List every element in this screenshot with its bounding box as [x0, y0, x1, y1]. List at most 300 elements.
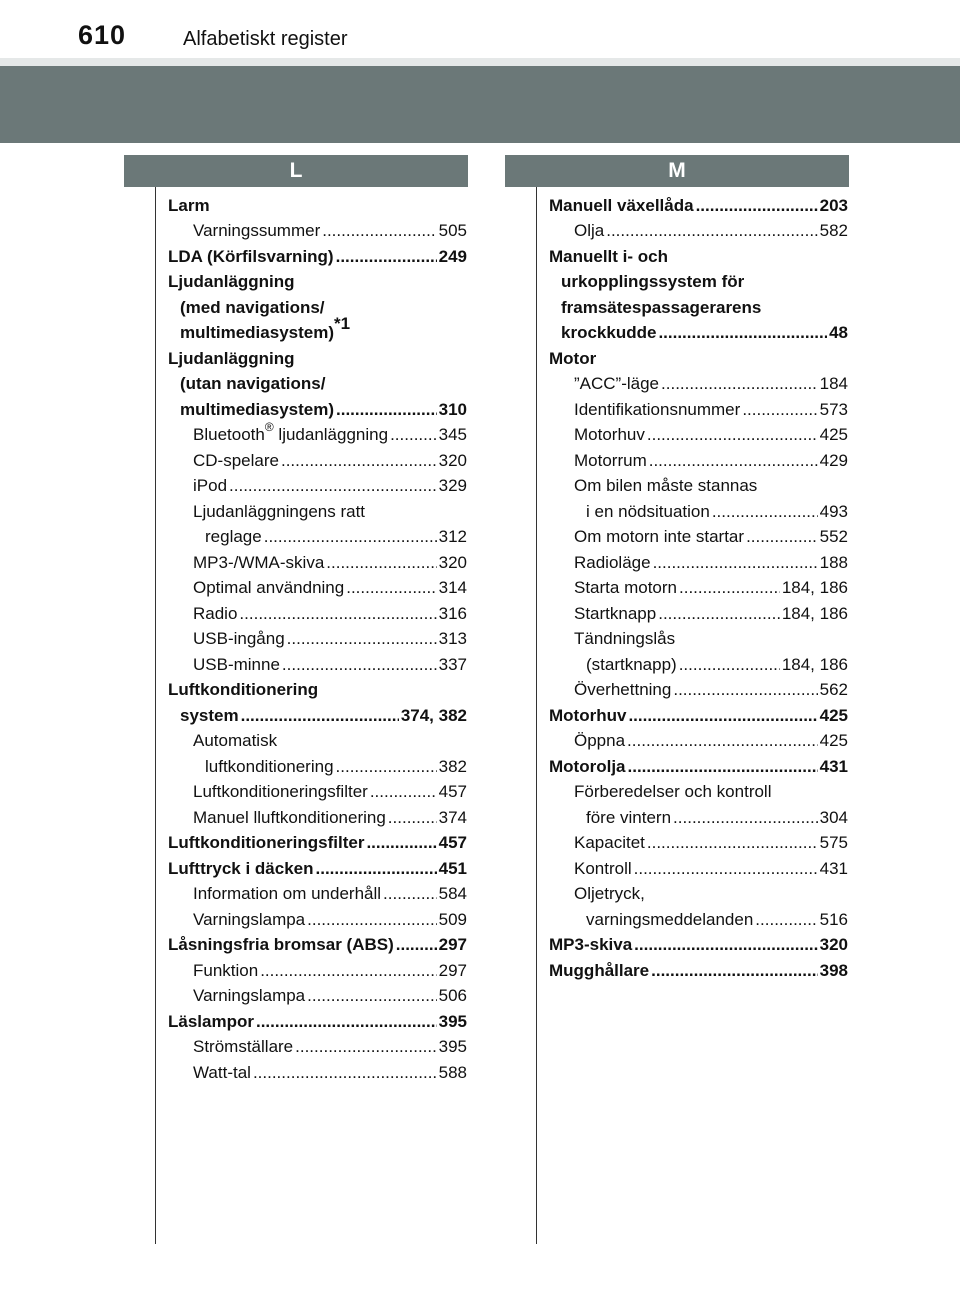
dot-leader — [281, 451, 437, 471]
index-entry — [168, 343, 467, 369]
index-page-ref[interactable]: 329 — [438, 476, 467, 495]
index-term-text: reglage — [205, 527, 262, 546]
index-entry — [168, 649, 467, 675]
index-term — [205, 757, 334, 777]
index-term — [168, 247, 334, 267]
index-term-text: (med navigations/ — [180, 297, 325, 317]
index-term-text: Om bilen måste stannas — [574, 476, 758, 495]
index-term — [193, 502, 365, 522]
index-page-ref[interactable]: 457 — [438, 782, 467, 801]
index-entry — [168, 930, 467, 956]
index-page-ref[interactable]: 382 — [438, 756, 467, 776]
index-page-ref[interactable]: 337 — [438, 654, 467, 674]
index-term-text: (utan navigations/ — [180, 374, 326, 393]
letter-heading-m: M — [505, 155, 849, 187]
index-term-text: Manuel lluftkonditionering — [193, 807, 386, 827]
index-term-text: Information om underhåll — [193, 884, 382, 903]
index-entry — [168, 522, 467, 548]
index-page-ref[interactable]: 345 — [438, 425, 467, 444]
index-page-ref[interactable]: 203 — [819, 195, 848, 215]
index-term-text: Om motorn inte startar — [574, 527, 745, 546]
dot-leader — [628, 757, 818, 777]
index-term-text: urkopplingssystem för — [561, 272, 745, 291]
index-term-text: Motorhuv — [549, 705, 627, 725]
index-entry — [549, 216, 848, 242]
index-term-text: varningsmeddelanden — [586, 909, 754, 929]
index-term-text: Mugghållare — [549, 960, 650, 980]
index-term-text: Kapacitet — [574, 833, 645, 852]
index-term — [549, 196, 694, 216]
header-banner — [0, 66, 960, 143]
index-term — [168, 272, 295, 292]
index-page-ref[interactable]: 304 — [819, 807, 848, 827]
dot-leader — [295, 1037, 436, 1057]
header-rule — [0, 58, 960, 66]
index-term-text: USB-ingång — [193, 629, 285, 648]
index-term-text: Starta motorn — [574, 578, 677, 597]
index-term-text: Bluetooth — [193, 425, 265, 444]
index-page-ref[interactable]: 584 — [438, 884, 467, 903]
index-entry — [549, 369, 848, 395]
index-term-text: USB-minne — [193, 654, 280, 674]
index-entry — [549, 828, 848, 854]
index-term — [193, 221, 320, 241]
index-page-ref[interactable]: 552 — [819, 527, 848, 546]
index-entry — [168, 394, 467, 420]
index-entry — [168, 1006, 467, 1032]
index-term-text: LDA (Körfilsvarning) — [168, 246, 334, 266]
index-entry — [549, 700, 848, 726]
dot-leader — [307, 986, 436, 1006]
index-entry — [168, 547, 467, 573]
index-entry — [549, 675, 848, 701]
index-entry — [549, 930, 848, 956]
index-term — [574, 629, 675, 649]
index-entry — [549, 190, 848, 216]
index-page-ref[interactable]: 184, 186 — [781, 603, 848, 623]
index-term-text: system — [180, 705, 239, 725]
index-term — [168, 1012, 254, 1032]
dot-leader — [316, 859, 437, 879]
index-entry — [168, 292, 467, 318]
index-entry — [168, 1057, 467, 1083]
index-entry — [168, 879, 467, 905]
index-term-text: Luftkonditionering — [168, 680, 319, 699]
dot-leader — [253, 1063, 437, 1083]
index-page-ref[interactable]: 320 — [819, 935, 848, 954]
index-term-text: Strömställare — [193, 1037, 294, 1056]
index-term-text: Optimal användning — [193, 578, 345, 597]
index-entry — [168, 624, 467, 650]
index-entry — [549, 318, 848, 344]
index-term — [574, 680, 671, 700]
index-term-text: Startknapp — [574, 603, 657, 623]
index-term — [561, 298, 761, 318]
index-page-ref[interactable]: 506 — [438, 986, 467, 1005]
index-entry — [549, 394, 848, 420]
index-page-ref[interactable]: 312 — [438, 527, 467, 546]
index-page-ref[interactable]: 493 — [819, 501, 848, 521]
index-term — [193, 420, 389, 445]
dot-leader — [679, 655, 780, 675]
index-term — [586, 808, 671, 828]
index-term — [193, 910, 305, 930]
index-page-ref[interactable]: 588 — [438, 1062, 467, 1082]
index-entry — [168, 904, 467, 930]
dot-leader — [336, 247, 437, 267]
index-term-text: krockkudde — [561, 323, 657, 342]
index-page-ref[interactable]: 573 — [819, 399, 848, 419]
index-page-ref[interactable]: 582 — [819, 221, 848, 240]
index-term — [574, 731, 625, 751]
dot-leader — [658, 604, 780, 624]
index-term-text: Motorolja — [549, 756, 626, 776]
index-entry — [549, 879, 848, 905]
dot-leader — [696, 196, 818, 216]
index-term — [193, 553, 324, 573]
index-term-text: MP3-skiva — [549, 935, 633, 954]
index-term-text: Ljudanläggning — [168, 348, 295, 368]
index-page-ref[interactable]: 395 — [438, 1011, 467, 1031]
page-header — [0, 0, 960, 58]
index-entry — [168, 981, 467, 1007]
index-entry — [549, 471, 848, 497]
index-term — [574, 604, 656, 624]
index-page-ref[interactable]: 429 — [819, 450, 848, 470]
index-term — [193, 986, 305, 1006]
index-term — [180, 400, 334, 420]
index-entry — [168, 241, 467, 267]
dot-leader — [606, 221, 817, 241]
dot-leader — [239, 604, 436, 624]
index-term-text: Ljudanläggning — [168, 272, 295, 291]
index-term — [205, 527, 262, 547]
index-term-text: (startknapp) — [586, 654, 677, 674]
index-term — [574, 400, 740, 420]
dot-leader — [322, 221, 436, 241]
index-term — [193, 1063, 251, 1083]
index-page-ref[interactable]: 320 — [438, 552, 467, 572]
index-term — [586, 910, 753, 930]
index-page-ref[interactable]: 249 — [438, 246, 467, 266]
index-term-text: Läslampor — [168, 1011, 254, 1031]
index-term — [180, 298, 325, 318]
dot-leader — [679, 578, 780, 598]
dot-leader — [241, 706, 399, 726]
index-term-text: Motor — [549, 348, 597, 368]
index-entry — [168, 700, 467, 726]
index-entry — [549, 573, 848, 599]
dot-leader — [390, 425, 437, 445]
dot-leader — [673, 680, 817, 700]
column-divider-right — [536, 187, 537, 1244]
dot-leader — [647, 833, 818, 853]
index-term — [549, 961, 649, 981]
index-term-text-suffix: ljudanläggning — [273, 425, 389, 444]
index-entry — [168, 471, 467, 497]
index-term — [168, 680, 318, 700]
index-term — [574, 476, 757, 496]
index-term — [549, 757, 626, 777]
index-entry — [549, 267, 848, 293]
index-entry — [549, 241, 848, 267]
index-term — [574, 833, 645, 853]
index-term — [574, 553, 651, 573]
dot-leader — [287, 629, 437, 649]
dot-leader — [673, 808, 818, 828]
dot-leader — [396, 935, 437, 955]
dot-leader — [658, 323, 827, 343]
index-entry — [549, 598, 848, 624]
index-list-l — [168, 190, 467, 1083]
dot-leader — [336, 400, 437, 420]
dot-leader — [256, 1012, 437, 1032]
dot-leader — [346, 578, 436, 598]
index-term-text: Olja — [574, 221, 605, 240]
index-page-ref[interactable]: 374, 382 — [400, 705, 467, 725]
index-term — [549, 247, 668, 267]
column-divider-left — [155, 187, 156, 1244]
dot-leader — [264, 527, 437, 547]
dot-leader — [370, 782, 437, 802]
dot-leader — [388, 808, 437, 828]
index-entry — [549, 904, 848, 930]
index-term — [193, 961, 258, 981]
index-entry — [168, 777, 467, 803]
dot-leader — [260, 961, 436, 981]
dot-leader — [649, 451, 818, 471]
index-term — [574, 578, 677, 598]
index-entry — [549, 547, 848, 573]
index-term — [574, 859, 632, 879]
index-term — [193, 884, 381, 904]
index-page-ref[interactable]: 316 — [438, 603, 467, 623]
index-entry — [549, 292, 848, 318]
index-term-text: Watt-tal — [193, 1062, 251, 1082]
index-term-text: Öppna — [574, 731, 626, 750]
index-term — [574, 884, 645, 904]
index-entry — [549, 726, 848, 752]
index-page-ref[interactable]: 562 — [819, 680, 848, 699]
index-page-ref[interactable]: 184, 186 — [781, 654, 848, 674]
index-page-ref[interactable]: 48 — [829, 323, 848, 342]
index-term-text: Automatisk — [193, 731, 278, 750]
index-term — [193, 629, 285, 649]
index-entry — [168, 573, 467, 599]
index-page-ref[interactable]: 314 — [438, 578, 467, 597]
dot-leader — [755, 910, 817, 930]
index-term — [193, 604, 237, 624]
index-term-text: multimediasystem) — [180, 323, 334, 342]
index-term — [193, 476, 227, 496]
index-term-text: MP3-/WMA-skiva — [193, 552, 325, 572]
dot-leader — [712, 502, 818, 522]
index-page-ref[interactable]: 457 — [438, 833, 467, 852]
index-term — [549, 706, 626, 726]
index-entry — [549, 445, 848, 471]
index-term — [193, 782, 368, 802]
index-page-ref[interactable]: 313 — [438, 629, 467, 648]
index-term — [193, 808, 386, 828]
index-entry — [168, 802, 467, 828]
index-term — [561, 272, 744, 292]
index-term-text: före vintern — [586, 807, 672, 827]
index-term-text: ”ACC”-läge — [574, 374, 660, 393]
index-entry — [549, 751, 848, 777]
index-term — [574, 782, 771, 802]
dot-leader — [307, 910, 436, 930]
index-entry — [168, 496, 467, 522]
index-term-text: luftkonditionering — [205, 756, 334, 776]
index-page-ref[interactable]: 425 — [819, 731, 848, 750]
index-term — [586, 502, 710, 522]
index-term — [180, 374, 325, 394]
index-page-ref[interactable]: 297 — [438, 935, 467, 954]
index-term — [574, 425, 645, 445]
index-entry — [168, 726, 467, 752]
dot-leader — [653, 553, 818, 573]
index-entry — [168, 853, 467, 879]
index-term — [574, 527, 744, 547]
dot-leader — [746, 527, 818, 547]
index-page-ref[interactable]: 184, 186 — [781, 578, 848, 597]
index-page-ref[interactable]: 431 — [819, 858, 848, 878]
index-term-text: Motorrum — [574, 450, 647, 470]
index-page-ref[interactable]: 395 — [438, 1037, 467, 1056]
index-page-ref[interactable]: 516 — [819, 909, 848, 929]
index-term-superscript: ® — [264, 420, 274, 435]
dot-leader — [229, 476, 437, 496]
index-term-text: Lufttryck i däcken — [168, 858, 314, 878]
index-entry — [168, 675, 467, 701]
index-page-ref[interactable]: 184 — [819, 374, 848, 393]
index-entry — [168, 828, 467, 854]
index-term — [180, 314, 351, 343]
page-number: 610 — [78, 20, 127, 50]
index-term — [574, 451, 647, 471]
index-term — [168, 349, 295, 369]
index-page-ref[interactable]: 431 — [819, 756, 848, 776]
index-term-text: framsätespassagerarens — [561, 297, 762, 317]
page-title: Alfabetiskt register — [183, 28, 348, 50]
index-page-ref[interactable]: 575 — [819, 833, 848, 852]
index-term-text: Radioläge — [574, 552, 651, 572]
index-entry — [168, 598, 467, 624]
index-term-text: i en nödsituation — [586, 501, 710, 521]
dot-leader — [634, 935, 817, 955]
index-entry — [168, 1032, 467, 1058]
index-term-text: Varningslampa — [193, 909, 306, 929]
index-term — [549, 349, 596, 369]
dot-leader — [366, 833, 436, 853]
index-page-ref[interactable]: 509 — [438, 909, 467, 929]
index-term — [193, 655, 280, 675]
dot-leader — [651, 961, 818, 981]
index-term — [193, 1037, 293, 1057]
index-term-text: Varningslampa — [193, 986, 306, 1005]
index-term-text: Förberedelser och kontroll — [574, 782, 772, 801]
index-term-text: CD-spelare — [193, 450, 279, 470]
index-term — [180, 706, 239, 726]
index-entry — [549, 343, 848, 369]
index-entry — [168, 190, 467, 216]
index-term-text: Oljetryck, — [574, 884, 645, 903]
index-entry — [549, 853, 848, 879]
index-entry — [549, 802, 848, 828]
dot-leader — [628, 706, 817, 726]
index-term-text: iPod — [193, 476, 228, 495]
index-term — [549, 935, 632, 955]
index-entry — [168, 445, 467, 471]
dot-leader — [336, 757, 437, 777]
index-term-text: Manuell växellåda — [549, 195, 694, 215]
index-page-ref[interactable]: 297 — [438, 960, 467, 980]
index-entry — [168, 420, 467, 446]
index-entry — [168, 751, 467, 777]
letter-heading-l: L — [124, 155, 468, 187]
index-entry — [549, 777, 848, 803]
index-page-ref[interactable]: 310 — [438, 399, 467, 419]
dot-leader — [647, 425, 818, 445]
index-page-ref[interactable]: 425 — [819, 425, 848, 444]
dot-leader — [627, 731, 818, 751]
index-term-text: Manuellt i- och — [549, 246, 668, 266]
index-entry — [549, 522, 848, 548]
index-term-text: Larm — [168, 195, 210, 215]
index-page-ref[interactable]: 425 — [819, 705, 848, 725]
index-term-text: Överhettning — [574, 680, 672, 699]
index-term-text: Tändningslås — [574, 629, 676, 648]
dot-leader — [383, 884, 437, 904]
index-term-text: Motorhuv — [574, 425, 645, 444]
dot-leader — [326, 553, 436, 573]
index-page-ref[interactable]: 505 — [438, 221, 467, 240]
index-page-ref[interactable]: 398 — [819, 960, 848, 980]
index-entry — [168, 267, 467, 293]
index-entry — [549, 955, 848, 981]
index-term — [193, 578, 344, 598]
index-term — [193, 731, 277, 751]
index-entry — [168, 314, 467, 344]
index-term — [168, 935, 394, 955]
dot-leader — [282, 655, 437, 675]
index-term-text: Identifikationsnummer — [574, 399, 741, 419]
index-term — [561, 323, 656, 343]
dot-leader — [634, 859, 818, 879]
index-term — [574, 374, 659, 394]
index-entry — [168, 369, 467, 395]
index-term — [168, 196, 210, 216]
index-term-text: Varningssummer — [193, 221, 321, 240]
index-term — [168, 859, 314, 879]
index-term-text: Kontroll — [574, 858, 632, 878]
index-page-ref[interactable]: 320 — [438, 450, 467, 470]
index-page-ref[interactable]: 188 — [819, 552, 848, 572]
index-term — [586, 655, 677, 675]
index-term-text: Låsningsfria bromsar (ABS) — [168, 935, 394, 954]
index-list-m — [549, 190, 848, 981]
index-term — [193, 451, 279, 471]
index-term-superscript: *1 — [334, 314, 351, 334]
index-term — [574, 221, 604, 241]
index-term-text: Funktion — [193, 960, 259, 980]
index-entry — [168, 955, 467, 981]
index-page-ref[interactable]: 451 — [438, 858, 467, 878]
index-entry — [549, 649, 848, 675]
index-page-ref[interactable]: 374 — [438, 807, 467, 827]
index-entry — [168, 216, 467, 242]
index-term — [168, 833, 364, 853]
